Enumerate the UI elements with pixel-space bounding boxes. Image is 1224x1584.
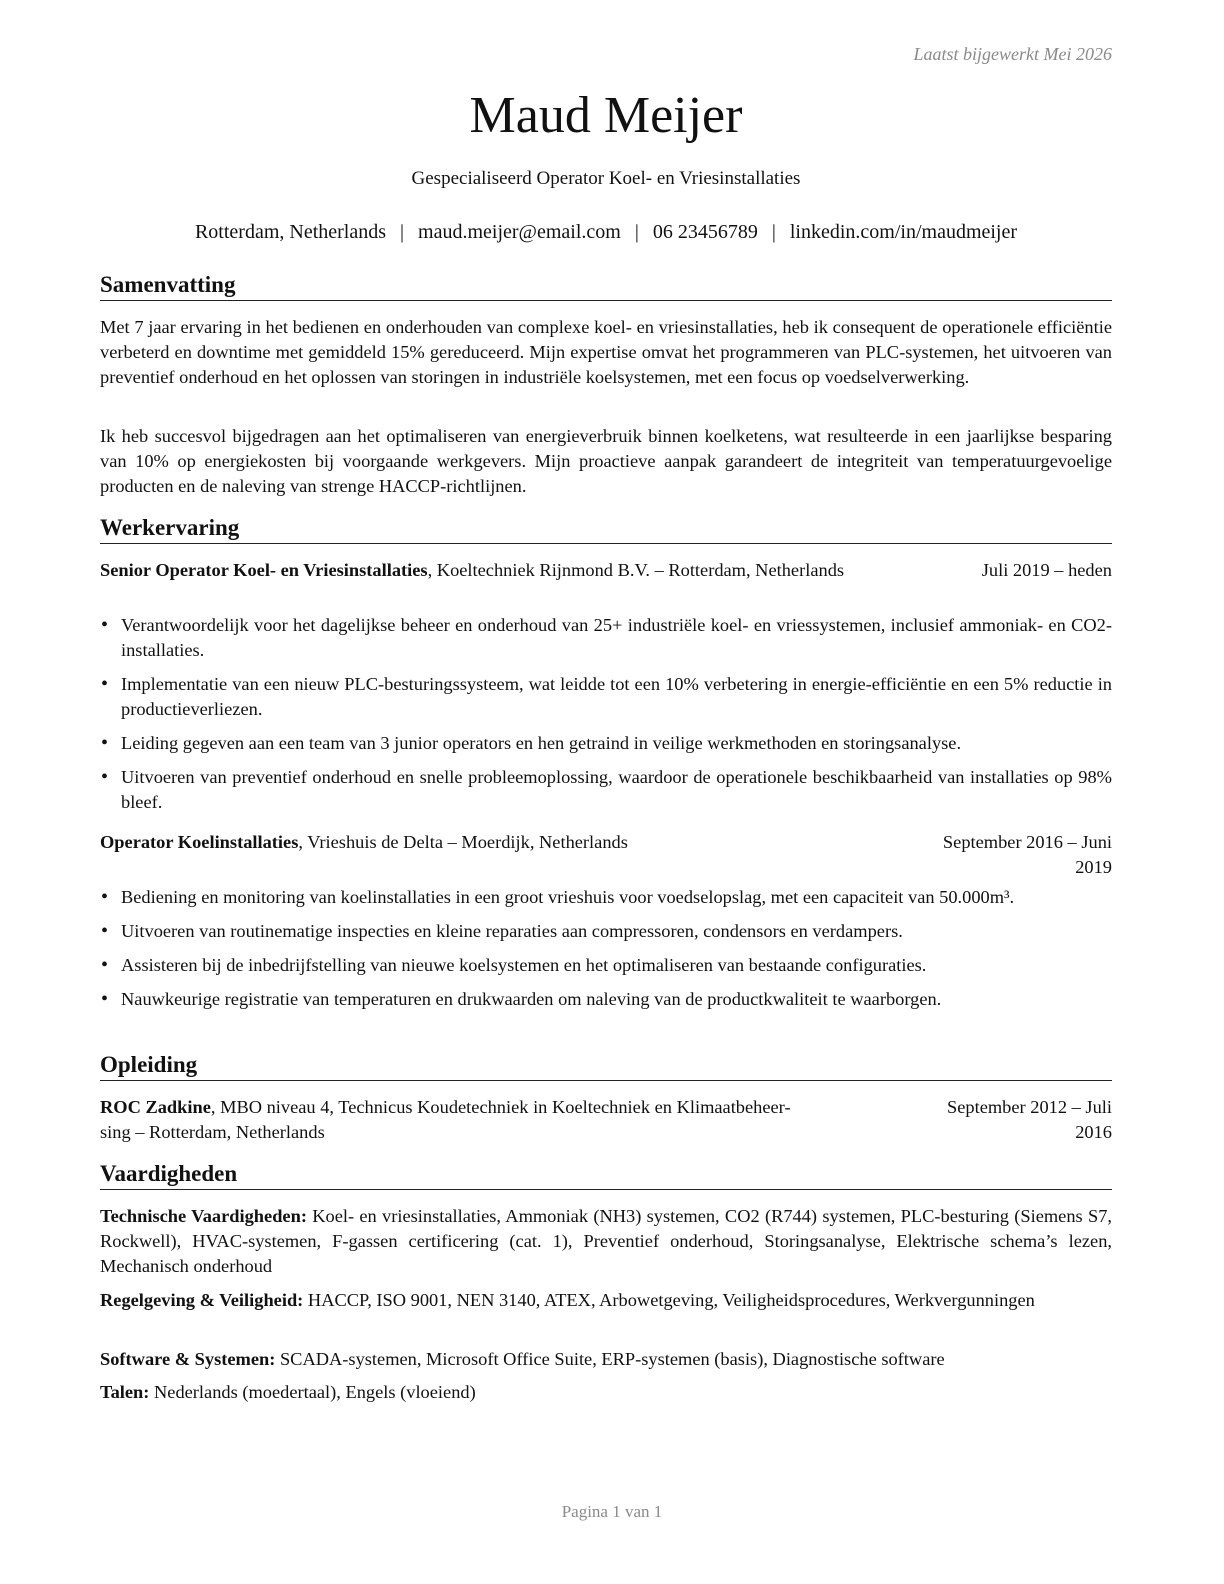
contact-email[interactable]: maud.meijer@email.com: [418, 221, 621, 243]
job-dates: Juli 2019 – heden: [981, 560, 1112, 580]
candidate-name: Maud Meijer: [469, 87, 743, 144]
page-number: Pagina 1 van 1: [561, 1502, 663, 1521]
job-bullet: • Bediening en monitoring van koelinstallaties in een groot vrieshuis voor voedselopslag, met een capaciteit van 50.000m³.: [100, 885, 1112, 910]
job-bullet: • Uitvoeren van preventief onderhoud en snelle probleemoplossing, waardoor de operationele beschikbaarheid van installaties op 98% bleef.: [100, 765, 1112, 815]
job-bullet: • Leiding gegeven aan een team van 3 junior operators en hen getraind in veilige werkmethoden en storingsanalyse.: [100, 731, 1112, 756]
job-bullet: • Nauwkeurige registratie van temperaturen en drukwaarden om naleving van de productkwaliteit te waarborgen.: [100, 987, 1112, 1012]
contact-location: Rotterdam, Netherlands: [194, 221, 387, 243]
job-title: Gespecialiseerd Operator Koel- en Vriesinstallaties: [411, 168, 801, 189]
section-heading-education: Opleiding: [100, 1051, 1112, 1081]
job-bullet: • Implementatie van een nieuw PLC-besturingssysteem, wat leidde tot een 10% verbetering in energie-efficiëntie en een 5% reductie in productieverliezen.: [100, 672, 1112, 722]
job-header: [100, 830, 1112, 877]
job-role: Senior Operator Koel- en Vriesinstallaties: [100, 560, 428, 580]
contact-separator: |: [771, 221, 776, 243]
education-dates-end: 2016: [1075, 1122, 1112, 1142]
job-company: , Vrieshuis de Delta – Moerdijk, Netherlands: [298, 832, 628, 852]
education-dates: [947, 1095, 1112, 1145]
contact-phone[interactable]: 06 23456789: [652, 221, 758, 243]
skill-value: Koel- en vriesinstallaties, Ammoniak (NH3) systemen, CO2 (R744) systemen, PLC-besturing (Siemens S7, Rockwell), HVAC-systemen, F-gassen certificering (cat. 1), Preventief onderhoud, Storingsanalyse, Elektrische schema’s lezen, Mechanisch onderhoud: [100, 1206, 1112, 1276]
skill-row: [100, 1288, 1112, 1313]
education-program-cont: sing – Rotterdam, Netherlands: [100, 1122, 325, 1142]
skill-label: Technische Vaardigheden:: [100, 1206, 307, 1226]
job-header: [100, 558, 1112, 583]
skill-row: [100, 1380, 1112, 1405]
job-bullets: [100, 885, 1112, 1021]
job-role: Operator Koelinstallaties: [100, 832, 299, 852]
skill-row: [100, 1204, 1112, 1279]
contact-linkedin[interactable]: linkedin.com/in/maudmeijer: [789, 221, 1018, 243]
skill-label: Regelgeving & Veiligheid:: [100, 1290, 304, 1310]
job-bullet: • Verantwoordelijk voor het dagelijkse beheer en onderhoud van 25+ industriële koel- en vriessystemen, inclusief ammoniak- en CO2-installaties.: [100, 613, 1112, 663]
job-dates: [943, 830, 1112, 880]
skill-value: Nederlands (moedertaal), Engels (vloeiend): [149, 1382, 476, 1402]
summary-paragraph: Ik heb succesvol bijgedragen aan het optimaliseren van energieverbruik binnen koelketens, wat resulteerde in een jaarlijkse besparing van 10% op energiekosten bij voorgaande werkgevers. Mijn proactieve aanpak garandeert de integriteit van temperatuurgevoelige producten en de naleving van strenge HACCP-richtlijnen.: [100, 426, 1112, 496]
job-company: , Koeltechniek Rijnmond B.V. – Rotterdam, Netherlands: [427, 560, 845, 580]
job-bullets: [100, 613, 1112, 824]
education-dates-start: September 2012 – Juli: [947, 1097, 1112, 1117]
skill-value: HACCP, ISO 9001, NEN 3140, ATEX, Arbowetgeving, Veiligheidsprocedures, Werkvergunningen: [303, 1290, 1035, 1310]
skill-row: [100, 1347, 1112, 1372]
job-bullet: • Uitvoeren van routinematige inspecties en kleine reparaties aan compressoren, condensors en verdampers.: [100, 919, 1112, 944]
skill-label: Talen:: [100, 1382, 150, 1402]
section-heading-experience: Werkervaring: [100, 514, 1112, 544]
education-program: , MBO niveau 4, Technicus Koudetechniek in Koeltechniek en Klimaatbeheer-: [210, 1097, 791, 1117]
section-heading-summary: Samenvatting: [100, 271, 1112, 301]
last-updated: Laatst bijgewerkt Mei 2026: [913, 44, 1112, 64]
skill-label: Software & Systemen:: [100, 1349, 276, 1369]
job-dates-end: 2019: [1075, 857, 1112, 877]
contact-separator: |: [634, 221, 639, 243]
contact-separator: |: [400, 221, 405, 243]
job-bullet: • Assisteren bij de inbedrijfstelling van nieuwe koelsystemen en het optimaliseren van bestaande configuraties.: [100, 953, 1112, 978]
contact-line: [100, 219, 1112, 245]
job-dates-start: September 2016 – Juni: [942, 832, 1112, 852]
education-school: ROC Zadkine: [100, 1097, 211, 1117]
resume-page: [100, 0, 1112, 1584]
summary-paragraph: Met 7 jaar ervaring in het bedienen en onderhouden van complexe koel- en vriesinstallaties, heb ik consequent de operationele efficiëntie verbeterd en downtime met gemiddeld 15% gereduceerd. Mijn expertise omvat het programmeren van PLC-systemen, het uitvoeren van preventief onderhoud en het oplossen van storingen in industriële koelsystemen, met een focus op voedselverwerking.: [100, 317, 1112, 387]
skill-value: SCADA-systemen, Microsoft Office Suite, ERP-systemen (basis), Diagnostische software: [275, 1349, 945, 1369]
section-heading-skills: Vaardigheden: [100, 1160, 1112, 1190]
education-entry: [100, 1095, 1112, 1145]
